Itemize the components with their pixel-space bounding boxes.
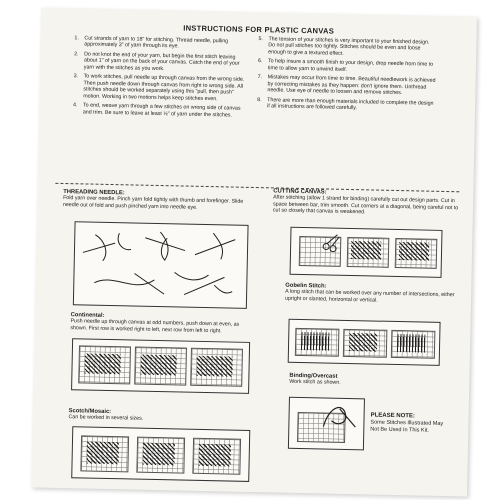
scotch-illustration [71, 426, 250, 482]
instruction-number: 6. [257, 58, 263, 65]
section-text: Fold yarn over needle. Pinch yarn fold tightly with thumb and forefinger. Slide needle out of fold and push pinched yarn into needle eye. [62, 195, 244, 211]
section-heading: Scotch/Mosaic: [68, 408, 112, 416]
cutting-canvas-section [273, 188, 459, 218]
needle-threading-icon [74, 222, 248, 308]
stitch-pattern [351, 241, 381, 260]
instruction-number: 5. [258, 36, 263, 43]
instruction-text: To end, weave yarn through a few stitches on wrong side of canvas and trim. Be sure to leave at least ½" of yarn under the stitches. [82, 102, 241, 119]
section-heading: CUTTING CANVAS: [273, 188, 327, 196]
scissors-icon [321, 232, 341, 252]
instructions-left-column [73, 35, 251, 122]
page-title: INSTRUCTIONS FOR PLASTIC CANVAS [183, 23, 335, 36]
instruction-number: 4. [72, 102, 78, 109]
instruction-text: Do not knot the end of your yarn, but begin the first stitch leaving about 1" of yarn on the back of your canvas. Catch the end of your yarn with the stitches as you work. [83, 51, 240, 72]
continental-section [70, 312, 250, 335]
instruction-item [74, 35, 250, 51]
section-text: After stitching (allow 1 strand for binding) carefully cut out design parts. Cut in space between bar, trim smooth. Cut corners at a diagonal, being careful not to cut so closely that canvas is weakened. [272, 194, 459, 216]
instruction-text: Cut strands of yarn to 18" for stitching. Thread needle, pulling approximately 3" of yarn through its eye. [84, 35, 229, 50]
threading-needle-section [63, 189, 253, 212]
binding-section [289, 373, 449, 389]
instruction-number: 1. [74, 35, 79, 42]
stitch-pattern [199, 444, 231, 467]
stitch-pattern [399, 242, 429, 261]
instruction-text: There are more than enough materials included to complete the design if all instructions are followed carefully. [266, 97, 434, 112]
instruction-item [74, 51, 250, 74]
please-note [370, 412, 450, 434]
note-text: Some Stitches Illustrated May Not Be Used In This Kit. [370, 419, 444, 434]
stitch-pattern [140, 355, 176, 376]
threading-illustration [73, 221, 249, 309]
instruction-text: Mistakes may occur from time to time. Beautiful needlework is achieved by correcting mistakes as they happen: don't ignore them. Unthread needle. Use eye of needle to loosen and remove stitches. [267, 74, 436, 97]
section-heading: THREADING NEEDLE: [63, 188, 125, 197]
section-heading: Gobelin Stitch: [285, 282, 327, 290]
stitch-pattern [143, 443, 175, 466]
section-heading: Continental: [70, 312, 105, 319]
section-text: Work stitch as shown. [289, 379, 341, 387]
scotch-mosaic-section [68, 408, 248, 425]
stitch-pattern [397, 334, 425, 353]
gobelin-illustration [288, 319, 441, 366]
gobelin-stitch-section [285, 283, 455, 306]
instruction-sheet [31, 7, 477, 496]
instruction-item [73, 102, 249, 118]
continental-illustration [71, 338, 250, 394]
stitch-pattern [196, 356, 232, 377]
stitch-pattern [301, 332, 329, 351]
stitch-pattern [87, 442, 119, 465]
section-text: Can be worked in several sizes. [68, 414, 144, 423]
instruction-item [258, 36, 436, 59]
section-text: A long stitch that can be worked over any number of intersections, either upright or slanted, horizontal or vertical. [284, 289, 455, 304]
instruction-text: To work stitches, pull needle up through canvas from the wrong side. Then push needle down through canvas from right to wrong side. All stitches should be worked separately using this "pull, then push" motion. Working in two motions helps keep stitches even. [83, 73, 245, 102]
instruction-number: 2. [74, 51, 79, 58]
instruction-number: 3. [73, 73, 79, 80]
instruction-item [258, 58, 436, 75]
instruction-number: 8. [257, 96, 262, 103]
instruction-item [257, 97, 435, 114]
stitch-pattern [349, 333, 377, 352]
instructions-right-column [257, 36, 437, 117]
instruction-text: To help insure a smooth finish to your design, drop needle from time to time to allow yarn to unwind itself. [267, 58, 434, 73]
overcast-stitch-icon [319, 400, 360, 431]
cutting-illustration [290, 227, 443, 278]
instruction-text: The tension of your stitches is very important to your finished design. Do not pull stitches too tightly. Stitches should be even and loose enough to give a textured effect. [268, 36, 430, 57]
section-heading: Binding/Overcast [289, 372, 338, 380]
binding-illustration [288, 397, 365, 451]
stitch-pattern [84, 353, 120, 374]
instruction-number: 7. [257, 74, 263, 81]
section-text: Push needle up through canvas at odd numbers, push down at even, as shown. First row is worked right to left, next row from left to right. [70, 318, 240, 335]
instruction-item [73, 74, 249, 103]
note-heading: PLEASE NOTE: [370, 412, 415, 420]
instruction-item [257, 74, 435, 97]
